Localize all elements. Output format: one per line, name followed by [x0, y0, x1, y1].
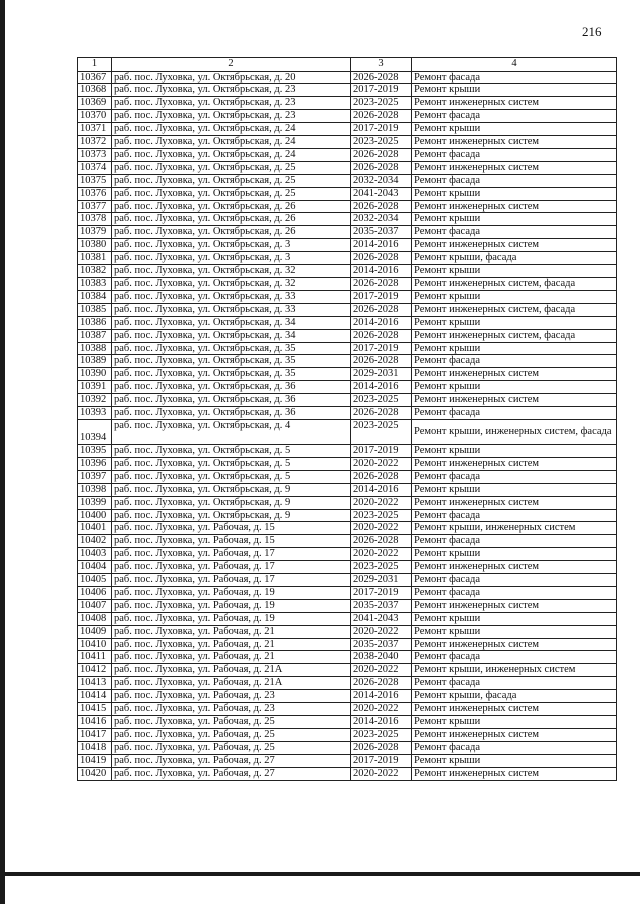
- address: раб. пос. Луховка, ул. Октябрьская, д. 9: [112, 496, 351, 509]
- work-type: Ремонт фасада: [412, 586, 617, 599]
- work-type: Ремонт инженерных систем: [412, 728, 617, 741]
- period: 2026-2028: [351, 407, 412, 420]
- row-number: 10392: [78, 394, 112, 407]
- table-row: [78, 638, 617, 651]
- table-row: [78, 599, 617, 612]
- table-row: [78, 368, 617, 381]
- period: 2026-2028: [351, 252, 412, 265]
- work-type: Ремонт фасада: [412, 677, 617, 690]
- work-type: Ремонт фасада: [412, 71, 617, 84]
- column-header: 3: [351, 58, 412, 72]
- table-row: [78, 123, 617, 136]
- table-row: [78, 265, 617, 278]
- period: 2026-2028: [351, 355, 412, 368]
- address: раб. пос. Луховка, ул. Октябрьская, д. 26: [112, 200, 351, 213]
- address: раб. пос. Луховка, ул. Рабочая, д. 17: [112, 574, 351, 587]
- address: раб. пос. Луховка, ул. Рабочая, д. 21: [112, 625, 351, 638]
- work-type: Ремонт инженерных систем: [412, 368, 617, 381]
- row-number: 10397: [78, 470, 112, 483]
- period: 2032-2034: [351, 213, 412, 226]
- period: 2014-2016: [351, 381, 412, 394]
- row-number: 10410: [78, 638, 112, 651]
- address: раб. пос. Луховка, ул. Октябрьская, д. 9: [112, 483, 351, 496]
- row-number: 10407: [78, 599, 112, 612]
- row-number: 10369: [78, 97, 112, 110]
- address: раб. пос. Луховка, ул. Октябрьская, д. 25: [112, 187, 351, 200]
- work-type: Ремонт инженерных систем: [412, 638, 617, 651]
- address: раб. пос. Луховка, ул. Октябрьская, д. 36: [112, 407, 351, 420]
- address: раб. пос. Луховка, ул. Рабочая, д. 19: [112, 612, 351, 625]
- work-type: Ремонт фасада: [412, 148, 617, 161]
- page-number: 216: [582, 24, 602, 39]
- scan-bottom-edge: [0, 872, 640, 876]
- table-row: [78, 625, 617, 638]
- address: раб. пос. Луховка, ул. Рабочая, д. 23: [112, 703, 351, 716]
- work-type: Ремонт инженерных систем: [412, 239, 617, 252]
- table-row: [78, 419, 617, 444]
- work-type: Ремонт крыши: [412, 444, 617, 457]
- table-row: [78, 71, 617, 84]
- row-number: 10399: [78, 496, 112, 509]
- work-type: Ремонт инженерных систем: [412, 161, 617, 174]
- work-type: Ремонт инженерных систем: [412, 767, 617, 780]
- row-number: 10386: [78, 316, 112, 329]
- address: раб. пос. Луховка, ул. Рабочая, д. 25: [112, 716, 351, 729]
- work-type: Ремонт крыши: [412, 612, 617, 625]
- row-number: 10400: [78, 509, 112, 522]
- address: раб. пос. Луховка, ул. Октябрьская, д. 9: [112, 509, 351, 522]
- row-number: 10376: [78, 187, 112, 200]
- column-header: 2: [112, 58, 351, 72]
- work-type: Ремонт фасада: [412, 470, 617, 483]
- period: 2026-2028: [351, 200, 412, 213]
- address: раб. пос. Луховка, ул. Октябрьская, д. 32: [112, 278, 351, 291]
- address: раб. пос. Луховка, ул. Октябрьская, д. 36: [112, 381, 351, 394]
- table-row: [78, 483, 617, 496]
- row-number: 10375: [78, 174, 112, 187]
- table-header-row: [78, 58, 617, 72]
- period: 2017-2019: [351, 754, 412, 767]
- work-type: Ремонт крыши, инженерных систем: [412, 664, 617, 677]
- table-row: [78, 535, 617, 548]
- address: раб. пос. Луховка, ул. Октябрьская, д. 4: [112, 419, 351, 444]
- table-row: [78, 586, 617, 599]
- work-type: Ремонт инженерных систем, фасада: [412, 278, 617, 291]
- row-number: 10393: [78, 407, 112, 420]
- repair-schedule-table: [77, 57, 617, 781]
- period: 2035-2037: [351, 638, 412, 651]
- table-row: [78, 677, 617, 690]
- row-number: 10414: [78, 690, 112, 703]
- row-number: 10404: [78, 561, 112, 574]
- row-number: 10381: [78, 252, 112, 265]
- period: 2017-2019: [351, 444, 412, 457]
- row-number: 10416: [78, 716, 112, 729]
- period: 2026-2028: [351, 161, 412, 174]
- table-row: [78, 561, 617, 574]
- table-row: [78, 754, 617, 767]
- table-row: [78, 278, 617, 291]
- period: 2026-2028: [351, 278, 412, 291]
- address: раб. пос. Луховка, ул. Рабочая, д. 15: [112, 535, 351, 548]
- address: раб. пос. Луховка, ул. Октябрьская, д. 5: [112, 457, 351, 470]
- row-number: 10370: [78, 110, 112, 123]
- row-number: 10371: [78, 123, 112, 136]
- work-type: Ремонт инженерных систем, фасада: [412, 329, 617, 342]
- table-row: [78, 741, 617, 754]
- table-row: [78, 690, 617, 703]
- row-number: 10394: [78, 419, 112, 444]
- work-type: Ремонт фасада: [412, 407, 617, 420]
- table-row: [78, 213, 617, 226]
- work-type: Ремонт крыши: [412, 754, 617, 767]
- period: 2017-2019: [351, 123, 412, 136]
- address: раб. пос. Луховка, ул. Октябрьская, д. 26: [112, 226, 351, 239]
- period: 2014-2016: [351, 265, 412, 278]
- row-number: 10389: [78, 355, 112, 368]
- period: 2023-2025: [351, 136, 412, 149]
- table-row: [78, 200, 617, 213]
- work-type: Ремонт инженерных систем: [412, 136, 617, 149]
- table-row: [78, 110, 617, 123]
- row-number: 10382: [78, 265, 112, 278]
- address: раб. пос. Луховка, ул. Рабочая, д. 21А: [112, 677, 351, 690]
- period: 2041-2043: [351, 187, 412, 200]
- work-type: Ремонт крыши: [412, 187, 617, 200]
- row-number: 10368: [78, 84, 112, 97]
- address: раб. пос. Луховка, ул. Рабочая, д. 25: [112, 741, 351, 754]
- table-row: [78, 342, 617, 355]
- work-type: Ремонт фасада: [412, 741, 617, 754]
- row-number: 10384: [78, 290, 112, 303]
- row-number: 10412: [78, 664, 112, 677]
- table-row: [78, 97, 617, 110]
- work-type: Ремонт фасада: [412, 355, 617, 368]
- work-type: Ремонт фасада: [412, 110, 617, 123]
- period: 2023-2025: [351, 394, 412, 407]
- work-type: Ремонт крыши: [412, 625, 617, 638]
- address: раб. пос. Луховка, ул. Октябрьская, д. 32: [112, 265, 351, 278]
- period: 2029-2031: [351, 574, 412, 587]
- work-type: Ремонт крыши: [412, 123, 617, 136]
- address: раб. пос. Луховка, ул. Октябрьская, д. 35: [112, 355, 351, 368]
- row-number: 10405: [78, 574, 112, 587]
- address: раб. пос. Луховка, ул. Октябрьская, д. 5: [112, 444, 351, 457]
- address: раб. пос. Луховка, ул. Рабочая, д. 17: [112, 561, 351, 574]
- work-type: Ремонт фасада: [412, 226, 617, 239]
- address: раб. пос. Луховка, ул. Октябрьская, д. 36: [112, 394, 351, 407]
- address: раб. пос. Луховка, ул. Октябрьская, д. 24: [112, 123, 351, 136]
- table-row: [78, 496, 617, 509]
- period: 2020-2022: [351, 457, 412, 470]
- period: 2020-2022: [351, 703, 412, 716]
- period: 2026-2028: [351, 535, 412, 548]
- table-row: [78, 703, 617, 716]
- work-type: Ремонт крыши: [412, 716, 617, 729]
- address: раб. пос. Луховка, ул. Октябрьская, д. 3: [112, 239, 351, 252]
- work-type: Ремонт крыши, фасада: [412, 690, 617, 703]
- address: раб. пос. Луховка, ул. Рабочая, д. 21: [112, 638, 351, 651]
- table-row: [78, 651, 617, 664]
- period: 2026-2028: [351, 71, 412, 84]
- address: раб. пос. Луховка, ул. Октябрьская, д. 34: [112, 329, 351, 342]
- table-row: [78, 252, 617, 265]
- period: 2023-2025: [351, 728, 412, 741]
- row-number: 10391: [78, 381, 112, 394]
- row-number: 10408: [78, 612, 112, 625]
- work-type: Ремонт фасада: [412, 174, 617, 187]
- work-type: Ремонт инженерных систем: [412, 703, 617, 716]
- address: раб. пос. Луховка, ул. Октябрьская, д. 35: [112, 342, 351, 355]
- work-type: Ремонт фасада: [412, 509, 617, 522]
- row-number: 10406: [78, 586, 112, 599]
- period: 2017-2019: [351, 586, 412, 599]
- period: 2014-2016: [351, 690, 412, 703]
- row-number: 10378: [78, 213, 112, 226]
- work-type: Ремонт инженерных систем: [412, 200, 617, 213]
- work-type: Ремонт крыши: [412, 265, 617, 278]
- period: 2029-2031: [351, 368, 412, 381]
- table-row: [78, 522, 617, 535]
- address: раб. пос. Луховка, ул. Рабочая, д. 23: [112, 690, 351, 703]
- work-type: Ремонт крыши: [412, 290, 617, 303]
- table-row: [78, 174, 617, 187]
- work-type: Ремонт инженерных систем: [412, 561, 617, 574]
- period: 2023-2025: [351, 419, 412, 444]
- row-number: 10401: [78, 522, 112, 535]
- address: раб. пос. Луховка, ул. Октябрьская, д. 23: [112, 97, 351, 110]
- work-type: Ремонт крыши: [412, 381, 617, 394]
- work-type: Ремонт инженерных систем: [412, 496, 617, 509]
- work-type: Ремонт инженерных систем: [412, 394, 617, 407]
- period: 2014-2016: [351, 716, 412, 729]
- table-row: [78, 355, 617, 368]
- period: 2026-2028: [351, 303, 412, 316]
- table-row: [78, 84, 617, 97]
- period: 2026-2028: [351, 741, 412, 754]
- row-number: 10418: [78, 741, 112, 754]
- period: 2038-2040: [351, 651, 412, 664]
- row-number: 10380: [78, 239, 112, 252]
- table-row: [78, 728, 617, 741]
- table-row: [78, 394, 617, 407]
- table-row: [78, 574, 617, 587]
- row-number: 10374: [78, 161, 112, 174]
- table-body: [78, 71, 617, 780]
- period: 2035-2037: [351, 226, 412, 239]
- address: раб. пос. Луховка, ул. Октябрьская, д. 33: [112, 290, 351, 303]
- row-number: 10415: [78, 703, 112, 716]
- row-number: 10409: [78, 625, 112, 638]
- period: 2023-2025: [351, 561, 412, 574]
- work-type: Ремонт инженерных систем, фасада: [412, 303, 617, 316]
- period: 2026-2028: [351, 148, 412, 161]
- work-type: Ремонт инженерных систем: [412, 599, 617, 612]
- table-row: [78, 407, 617, 420]
- address: раб. пос. Луховка, ул. Рабочая, д. 27: [112, 767, 351, 780]
- address: раб. пос. Луховка, ул. Октябрьская, д. 23: [112, 110, 351, 123]
- period: 2017-2019: [351, 290, 412, 303]
- address: раб. пос. Луховка, ул. Рабочая, д. 27: [112, 754, 351, 767]
- table-row: [78, 509, 617, 522]
- row-number: 10411: [78, 651, 112, 664]
- work-type: Ремонт фасада: [412, 651, 617, 664]
- row-number: 10417: [78, 728, 112, 741]
- period: 2023-2025: [351, 509, 412, 522]
- address: раб. пос. Луховка, ул. Рабочая, д. 15: [112, 522, 351, 535]
- table-row: [78, 161, 617, 174]
- work-type: Ремонт крыши: [412, 84, 617, 97]
- period: 2014-2016: [351, 239, 412, 252]
- work-type: Ремонт фасада: [412, 535, 617, 548]
- address: раб. пос. Луховка, ул. Рабочая, д. 21А: [112, 664, 351, 677]
- row-number: 10372: [78, 136, 112, 149]
- scan-left-edge: [0, 0, 5, 904]
- address: раб. пос. Луховка, ул. Октябрьская, д. 24: [112, 148, 351, 161]
- row-number: 10403: [78, 548, 112, 561]
- row-number: 10383: [78, 278, 112, 291]
- period: 2026-2028: [351, 470, 412, 483]
- address: раб. пос. Луховка, ул. Рабочая, д. 25: [112, 728, 351, 741]
- row-number: 10398: [78, 483, 112, 496]
- period: 2020-2022: [351, 548, 412, 561]
- row-number: 10395: [78, 444, 112, 457]
- table-row: [78, 444, 617, 457]
- period: 2020-2022: [351, 496, 412, 509]
- period: 2014-2016: [351, 483, 412, 496]
- row-number: 10402: [78, 535, 112, 548]
- period: 2014-2016: [351, 316, 412, 329]
- row-number: 10413: [78, 677, 112, 690]
- table-row: [78, 767, 617, 780]
- period: 2020-2022: [351, 767, 412, 780]
- work-type: Ремонт крыши, фасада: [412, 252, 617, 265]
- address: раб. пос. Луховка, ул. Октябрьская, д. 23: [112, 84, 351, 97]
- address: раб. пос. Луховка, ул. Октябрьская, д. 5: [112, 470, 351, 483]
- table-row: [78, 148, 617, 161]
- work-type: Ремонт фасада: [412, 574, 617, 587]
- address: раб. пос. Луховка, ул. Октябрьская, д. 33: [112, 303, 351, 316]
- period: 2041-2043: [351, 612, 412, 625]
- period: 2026-2028: [351, 329, 412, 342]
- address: раб. пос. Луховка, ул. Октябрьская, д. 26: [112, 213, 351, 226]
- address: раб. пос. Луховка, ул. Рабочая, д. 17: [112, 548, 351, 561]
- column-header: 4: [412, 58, 617, 72]
- address: раб. пос. Луховка, ул. Октябрьская, д. 25: [112, 174, 351, 187]
- table-row: [78, 381, 617, 394]
- row-number: 10387: [78, 329, 112, 342]
- row-number: 10420: [78, 767, 112, 780]
- period: 2020-2022: [351, 664, 412, 677]
- row-number: 10390: [78, 368, 112, 381]
- address: раб. пос. Луховка, ул. Рабочая, д. 21: [112, 651, 351, 664]
- work-type: Ремонт инженерных систем: [412, 97, 617, 110]
- table-row: [78, 136, 617, 149]
- period: 2017-2019: [351, 342, 412, 355]
- work-type: Ремонт крыши: [412, 213, 617, 226]
- row-number: 10419: [78, 754, 112, 767]
- table-row: [78, 612, 617, 625]
- period: 2035-2037: [351, 599, 412, 612]
- row-number: 10385: [78, 303, 112, 316]
- work-type: Ремонт крыши: [412, 548, 617, 561]
- period: 2020-2022: [351, 522, 412, 535]
- work-type: Ремонт крыши: [412, 342, 617, 355]
- table-row: [78, 239, 617, 252]
- address: раб. пос. Луховка, ул. Октябрьская, д. 25: [112, 161, 351, 174]
- table-row: [78, 457, 617, 470]
- work-type: Ремонт крыши: [412, 483, 617, 496]
- address: раб. пос. Луховка, ул. Рабочая, д. 19: [112, 586, 351, 599]
- work-type: Ремонт крыши, инженерных систем: [412, 522, 617, 535]
- table-row: [78, 187, 617, 200]
- table-row: [78, 664, 617, 677]
- row-number: 10396: [78, 457, 112, 470]
- table-row: [78, 290, 617, 303]
- address: раб. пос. Луховка, ул. Октябрьская, д. 24: [112, 136, 351, 149]
- column-header: 1: [78, 58, 112, 72]
- period: 2017-2019: [351, 84, 412, 97]
- row-number: 10367: [78, 71, 112, 84]
- period: 2020-2022: [351, 625, 412, 638]
- table-row: [78, 716, 617, 729]
- address: раб. пос. Луховка, ул. Рабочая, д. 19: [112, 599, 351, 612]
- address: раб. пос. Луховка, ул. Октябрьская, д. 35: [112, 368, 351, 381]
- period: 2032-2034: [351, 174, 412, 187]
- table-row: [78, 548, 617, 561]
- row-number: 10379: [78, 226, 112, 239]
- row-number: 10377: [78, 200, 112, 213]
- address: раб. пос. Луховка, ул. Октябрьская, д. 3: [112, 252, 351, 265]
- table-row: [78, 303, 617, 316]
- table-row: [78, 226, 617, 239]
- work-type: Ремонт крыши: [412, 316, 617, 329]
- table-row: [78, 470, 617, 483]
- address: раб. пос. Луховка, ул. Октябрьская, д. 34: [112, 316, 351, 329]
- address: раб. пос. Луховка, ул. Октябрьская, д. 20: [112, 71, 351, 84]
- row-number: 10388: [78, 342, 112, 355]
- period: 2023-2025: [351, 97, 412, 110]
- period: 2026-2028: [351, 110, 412, 123]
- period: 2026-2028: [351, 677, 412, 690]
- row-number: 10373: [78, 148, 112, 161]
- table-row: [78, 316, 617, 329]
- table-row: [78, 329, 617, 342]
- work-type: Ремонт инженерных систем: [412, 457, 617, 470]
- work-type: Ремонт крыши, инженерных систем, фасада: [412, 419, 617, 444]
